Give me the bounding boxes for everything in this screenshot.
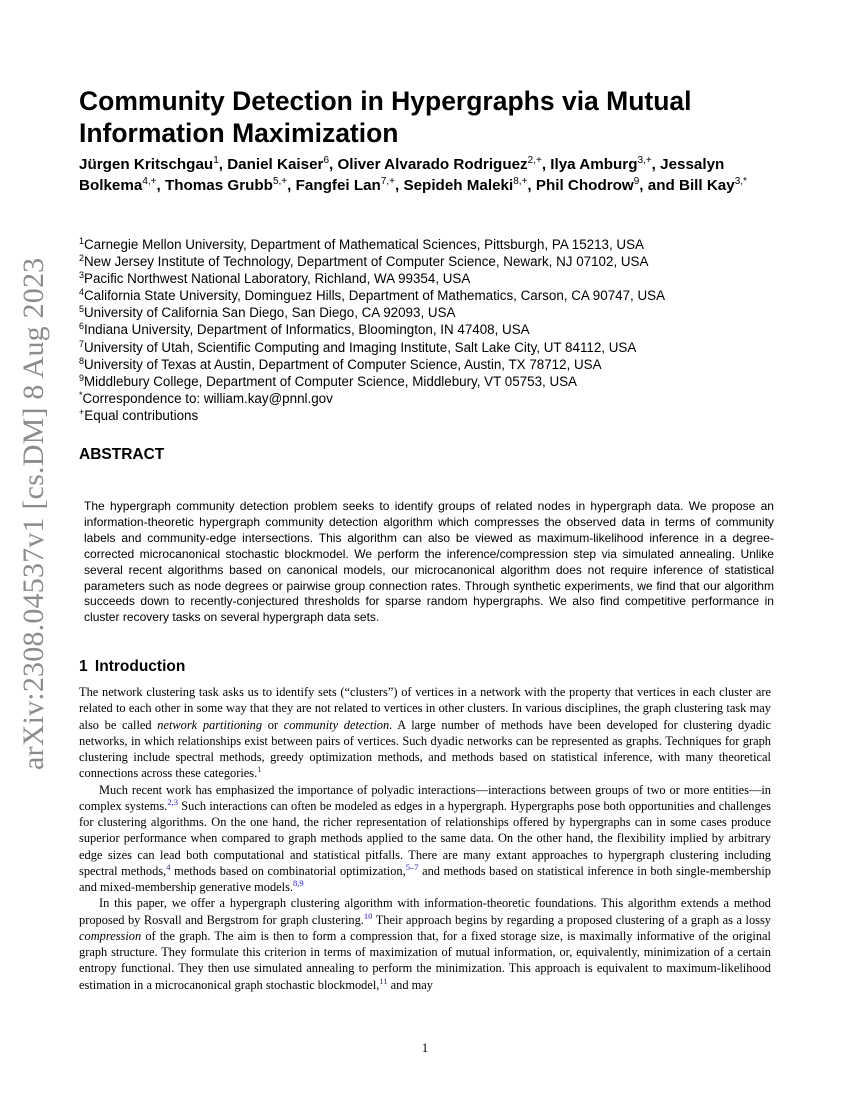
affiliation-list: [79, 236, 779, 424]
affiliation-marker: +: [79, 406, 85, 417]
affiliation-marker: 3: [79, 270, 85, 281]
author-affiliation-marker: 2,+: [527, 155, 542, 166]
affiliation-marker: 5: [79, 304, 85, 315]
paragraph-text: or: [262, 717, 284, 732]
affiliation-marker: 2: [79, 253, 85, 264]
author-separator: ,: [527, 176, 536, 194]
affiliation-item: [79, 287, 779, 304]
author-name: Jessalyn Bolkema: [79, 156, 725, 194]
affiliation-marker: 7: [79, 338, 85, 349]
affiliation-text: Pacific Northwest National Laboratory, Richland, WA 99354, USA: [84, 271, 471, 287]
abstract-heading: ABSTRACT: [79, 446, 165, 463]
author-list: [79, 155, 799, 196]
introduction-paragraph: [79, 782, 771, 896]
author-affiliation-marker: 5,+: [272, 175, 288, 187]
author-separator: ,: [651, 156, 661, 173]
citation-link[interactable]: 1: [257, 764, 262, 775]
author-name: Oliver Alvarado Rodriguez: [337, 156, 528, 173]
affiliation-item: [79, 390, 779, 407]
paragraph-text: and may: [387, 977, 433, 992]
affiliation-item: [79, 321, 779, 338]
author-name: Jürgen Kritschgau: [79, 156, 214, 173]
author-name: Sepideh Maleki: [403, 176, 514, 194]
author-affiliation-marker: 3,+: [637, 155, 652, 166]
affiliation-item: [79, 373, 779, 390]
author-affiliation-marker: 3,*: [734, 175, 747, 187]
citation-link[interactable]: 5–7: [405, 861, 419, 872]
paragraph-text: of the graph. The aim is then to form a compression that, for a fixed storage size, is maximally informative of the original graph structure. They formulate this criterion in terms of maximization of mutual information, or, equivalently, minimization of a certain entropy functional. They then use simulated annealing to perform the minimization. This approach is equivalent to maximum-likelihood estimation in a microcanonical graph stochastic blockmodel,: [79, 928, 771, 992]
author-name: Daniel Kaiser: [227, 156, 324, 173]
author-affiliation-marker: 9: [633, 175, 640, 187]
author-separator: ,: [639, 176, 648, 194]
affiliation-item: [79, 304, 779, 321]
paragraph-text: and methods based on statistical inference in both single-membership and mixed-membership generative models.: [79, 863, 771, 894]
author-separator: ,: [541, 156, 551, 173]
affiliation-marker: *: [79, 389, 83, 400]
citation-link[interactable]: 11: [379, 975, 388, 986]
paragraph-text: methods based on combinatorial optimization,: [170, 863, 406, 878]
affiliation-item: [79, 339, 779, 356]
emphasized-term: compression: [79, 928, 142, 943]
paragraph-text: Such interactions can often be modeled as edges in a hypergraph. Hypergraphs pose both opportunities and challenges for clustering algorithms. On the one hand, the richer representation of relationships offered by hypergraphs can in some cases produce superior performance when compared to graph methods applied to the same data. On the other hand, the flexibility implied by arbitrary edge sizes can lead both computational and statistical pitfalls. There are many extant approaches to hypergraph clustering including spectral methods,: [79, 798, 771, 878]
paragraph-text: The network clustering task asks us to identify sets (“clusters”) of vertices in a network with the property that vertices in each cluster are related to each other in some way that they are not related to vertices in other clusters. In various disciplines, the graph clustering task may also be called: [79, 685, 771, 732]
author-name: Ilya Amburg: [550, 156, 638, 173]
affiliation-marker: 4: [79, 287, 85, 298]
author-name: and Bill Kay: [647, 176, 735, 194]
author-affiliation-marker: 4,+: [142, 175, 157, 187]
author-name: Fangfei Lan: [295, 176, 381, 194]
affiliation-text: Middlebury College, Department of Computer Science, Middlebury, VT 05753, USA: [84, 373, 577, 389]
citation-link[interactable]: 10: [363, 910, 373, 921]
citation-link[interactable]: 2,3: [167, 796, 178, 807]
affiliation-marker: 9: [79, 372, 85, 383]
affiliation-text: California State University, Dominguez Hills, Department of Mathematics, Carson, CA 90747, USA: [84, 288, 666, 304]
affiliation-item: [79, 407, 779, 424]
author-separator: ,: [287, 176, 296, 194]
paper-title: Community Detection in Hypergraphs via Mutual Information Maximization: [79, 86, 692, 148]
introduction-paragraph: [79, 895, 771, 993]
affiliation-item: [79, 236, 779, 253]
abstract-body: The hypergraph community detection problem seeks to identify groups of related nodes in hypergraph data. We propose an information-theoretic hypergraph community detection algorithm which compresses the observed data in terms of community labels and community-edge intersections. This algorithm can also be viewed as maximum-likelihood inference in a degree-corrected microcanonical stochastic blockmodel. We perform the inference/compression step via simulated annealing. Unlike several recent algorithms based on canonical models, our microcanonical algorithm does not require inference of statistical parameters such as node degrees or pairwise group connection rates. Through synthetic experiments, we find that our algorithm succeeds down to recently-conjectured thresholds for sparse random hypergraphs. We also find competitive performance in cluster recovery tasks on several hypergraph data sets.: [84, 499, 774, 625]
author-separator: ,: [395, 176, 404, 194]
author-separator: ,: [218, 156, 228, 173]
affiliation-marker: 6: [79, 321, 85, 332]
affiliation-text: University of Utah, Scientific Computing and Imaging Institute, Salt Lake City, UT 84112, USA: [84, 339, 637, 355]
page-number: 1: [421, 1041, 429, 1055]
introduction-paragraph: [79, 684, 771, 782]
author-name: Thomas Grubb: [164, 176, 273, 194]
citation-link[interactable]: 4: [166, 861, 171, 872]
affiliation-item: [79, 270, 779, 287]
paragraph-text: Much recent work has emphasized the importance of polyadic interactions—interactions between groups of two or more entities—in complex systems.: [79, 782, 771, 813]
affiliation-text: Carnegie Mellon University, Department of Mathematical Sciences, Pittsburgh, PA 15213, USA: [84, 237, 644, 252]
affiliation-marker: 8: [79, 355, 85, 366]
author-affiliation-marker: 7,+: [380, 175, 396, 187]
paragraph-text: Their approach begins by regarding a proposed clustering of a graph as a lossy: [372, 912, 771, 927]
citation-link[interactable]: 8,9: [293, 878, 304, 888]
affiliation-text: Correspondence to: william.kay@pnnl.gov: [82, 390, 333, 406]
paragraph-text: . A large number of methods have been developed for clustering dyadic networks, in which relationships exist between pairs of vertices. Such dyadic networks can be represented as graphs. Techniques for graph clustering include spectral methods, greedy optimization methods, and methods based on statistical inference, with many theoretical connections across these categories.: [79, 717, 771, 781]
affiliation-text: Indiana University, Department of Informatics, Bloomington, IN 47408, USA: [84, 322, 530, 338]
author-affiliation-marker: 1: [213, 155, 219, 166]
affiliation-item: [79, 253, 779, 270]
author-separator: ,: [329, 156, 338, 173]
affiliation-item: [79, 356, 779, 373]
emphasized-term: community detection: [283, 717, 390, 732]
author-separator: ,: [156, 176, 165, 194]
affiliation-marker: 1: [79, 236, 85, 246]
introduction-body: [79, 684, 771, 993]
author-affiliation-marker: 6: [323, 155, 330, 166]
author-name: Phil Chodrow: [535, 176, 634, 194]
affiliation-text: University of California San Diego, San Diego, CA 92093, USA: [84, 305, 456, 321]
author-affiliation-marker: 8,+: [513, 175, 528, 187]
arxiv-identifier: arXiv:2308.04537v1 [cs.DM] 8 Aug 2023: [17, 257, 50, 770]
paragraph-text: In this paper, we offer a hypergraph clustering algorithm with information-theoretic foundations. This algorithm extends a method proposed by Rosvall and Bergstrom for graph clustering.: [79, 896, 771, 927]
affiliation-text: New Jersey Institute of Technology, Department of Computer Science, Newark, NJ 07102, USA: [84, 254, 649, 270]
affiliation-text: Equal contributions: [84, 407, 199, 423]
section-heading-introduction: 1 Introduction: [79, 658, 186, 675]
affiliation-text: University of Texas at Austin, Department of Computer Science, Austin, TX 78712, USA: [84, 356, 602, 372]
emphasized-term: network partitioning: [157, 717, 263, 732]
